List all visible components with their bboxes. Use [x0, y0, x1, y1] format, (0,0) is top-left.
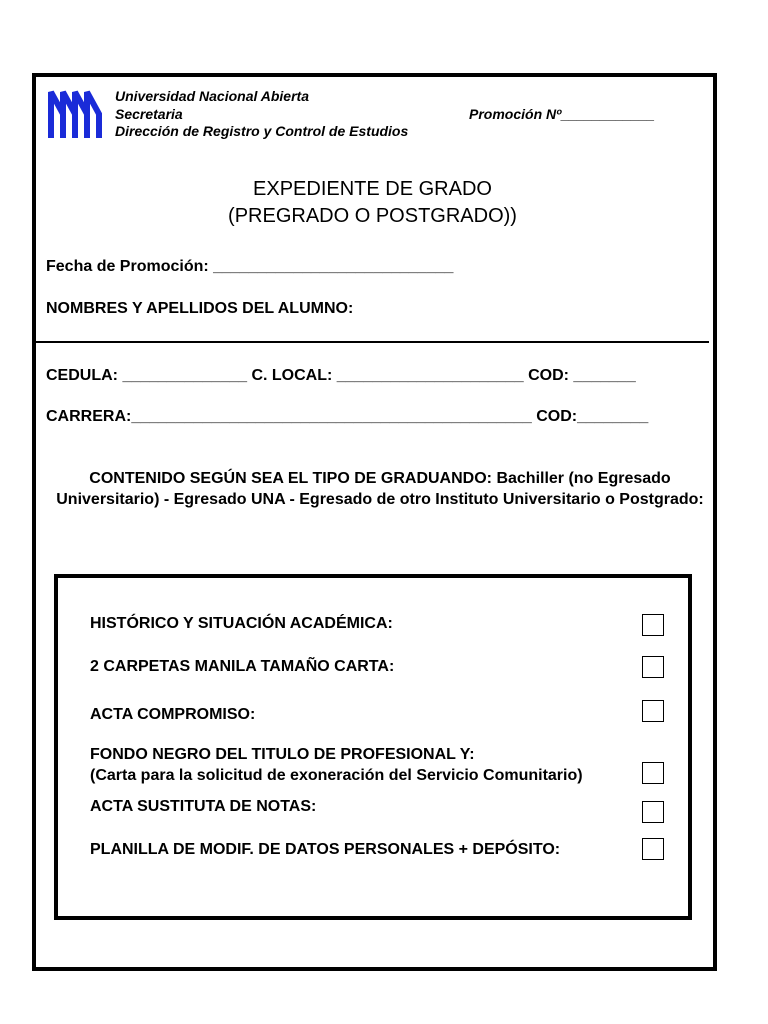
institution-division: Dirección de Registro y Control de Estudios: [115, 123, 409, 139]
checklist-item-fondo-negro-sublabel: (Carta para la solicitud de exoneración del Servicio Comunitario): [90, 767, 583, 784]
content-instructions: CONTENIDO SEGÚN SEA EL TIPO DE GRADUANDO: Bachiller (no Egresado Universitario) - Egresado UNA - Egresado de otro Instituto Universitario o Postgrado:: [56, 470, 704, 508]
checklist-item-fondo-negro: FONDO NEGRO DEL TITULO DE PROFESIONAL Y:: [90, 746, 475, 763]
carrera-cod-row[interactable]: CARRERA:_____________________________________________ COD:________: [46, 408, 649, 425]
institution-department: Secretaria: [115, 106, 183, 122]
student-name-label: NOMBRES Y APELLIDOS DEL ALUMNO:: [46, 300, 354, 317]
document-subtitle: (PREGRADO O POSTGRADO)): [228, 205, 517, 227]
checkbox-fondo-negro[interactable]: [642, 762, 664, 784]
checklist-item-acta-compromiso: ACTA COMPROMISO:: [90, 706, 256, 723]
checkbox-acta-sustituta[interactable]: [642, 801, 664, 823]
checklist-item-historico: HISTÓRICO Y SITUACIÓN ACADÉMICA:: [90, 615, 393, 632]
document-title: EXPEDIENTE DE GRADO: [253, 178, 492, 200]
checkbox-planilla[interactable]: [642, 838, 664, 860]
name-line-divider: [36, 341, 709, 343]
checklist-item-planilla: PLANILLA DE MODIF. DE DATOS PERSONALES + DEPÓSITO:: [90, 841, 561, 858]
checkbox-acta-compromiso[interactable]: [642, 700, 664, 722]
una-logo-icon: [47, 84, 103, 140]
checkbox-historico[interactable]: [642, 614, 664, 636]
checklist-item-carpetas: 2 CARPETAS MANILA TAMAÑO CARTA:: [90, 658, 395, 675]
cedula-local-cod-row[interactable]: CEDULA: ______________ C. LOCAL: _____________________ COD: _______: [46, 367, 636, 384]
institution-name: Universidad Nacional Abierta: [115, 88, 309, 104]
checklist-item-acta-sustituta: ACTA SUSTITUTA DE NOTAS:: [90, 798, 317, 815]
promotion-date-field[interactable]: Fecha de Promoción: ___________________________: [46, 258, 454, 275]
checkbox-carpetas[interactable]: [642, 656, 664, 678]
promotion-number-field[interactable]: Promoción Nº____________: [469, 106, 655, 122]
